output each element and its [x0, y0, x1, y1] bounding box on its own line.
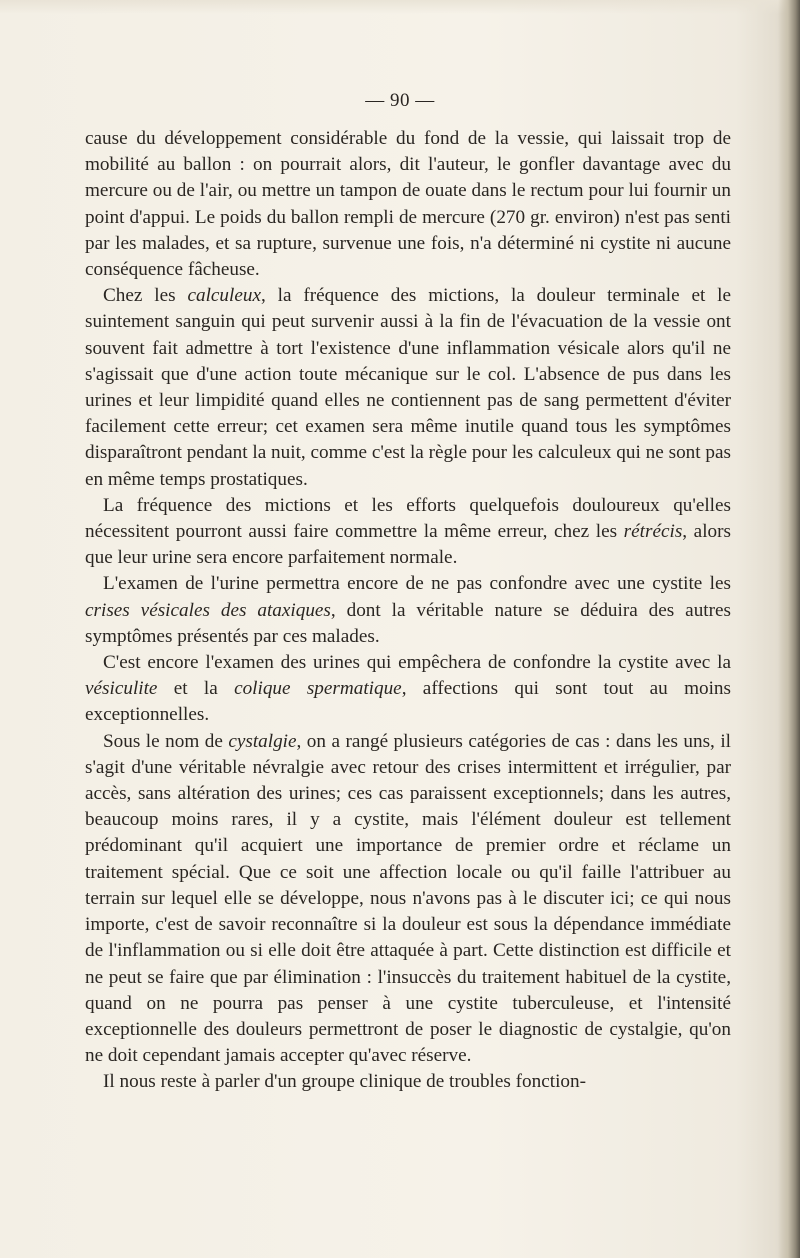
body-text: [85, 126, 731, 1096]
text-run: C'est encore l'examen des urines qui empêchera de confondre la cystite avec la: [103, 652, 731, 674]
italic-term: colique spermatique: [234, 678, 402, 700]
paragraph: [85, 650, 731, 729]
italic-term: crises vésicales des ataxiques: [85, 599, 331, 621]
text-run: Chez les: [103, 285, 188, 307]
italic-term: vésiculite: [85, 678, 158, 700]
text-run: cause du développement considérable du fond de la vessie, qui laissait trop de mobilité au ballon : on pourrait alors, dit l'auteur, le gonfler davantage avec du mercure ou de l'air, ou mettre un tampon de ouate dans le rectum pour lui fournir un point d'appui. Le poids du ballon rempli de mercure (270 gr. environ) n'est pas senti par les malades, et sa rupture, survenue une fois, n'a déterminé ni cystite ni aucune conséquence fâcheuse.: [85, 128, 731, 281]
text-run: et la: [157, 678, 235, 700]
page-binding-edge: [778, 0, 800, 1258]
text-run: Il nous reste à parler d'un groupe clinique de troubles fonction-: [103, 1071, 586, 1093]
text-run: Sous le nom de: [103, 730, 229, 752]
text-run: L'examen de l'urine permettra encore de ne pas confondre avec une cystite les: [103, 573, 731, 595]
text-run: , alors que leur urine sera encore parfaitement normale.: [85, 521, 731, 569]
paragraph: [85, 283, 731, 493]
text-run: , affections qui sont tout au moins exceptionnelles.: [85, 678, 731, 726]
paragraph: [85, 493, 731, 572]
text-run: , la fréquence des mictions, la douleur terminale et le suintement sanguin qui peut survenir aussi à la fin de l'évacuation de la vessie ont souvent fait admettre à tort l'existence d'une inflammation vésicale alors qu'il ne s'agissait que d'une action toute mécanique sur le col. L'absence de pus dans les urines et leur limpidité quand elles ne contiennent pas de sang permettent d'éviter facilement cette erreur; cet examen sera même inutile quand tous les symptômes disparaîtront pendant la nuit, comme c'est la règle pour les calculeux qui ne sont pas en même temps prostatiques.: [85, 285, 731, 490]
italic-term: rétrécis: [623, 521, 683, 543]
paragraph: [85, 729, 731, 1070]
page-number: — 90 —: [365, 90, 435, 111]
text-run: , on a rangé plusieurs catégories de cas : dans les uns, il s'agit d'une véritable névralgie avec retour des crises intermittent et irrégulier, par accès, sans altération des urines; ces cas paraissent exceptionnels; dans les autres, beaucoup moins rares, il y a cystite, mais l'élément douleur est tellement prédominant qu'il acquiert une importance de premier ordre et réclame un traitement spécial. Que ce soit une affection locale ou qu'il faille l'attribuer au terrain sur lequel elle se développe, nous n'avons pas à le discuter ici; ce qui nous importe, c'est de savoir reconnaître si la douleur est sous la dépendance immédiate de l'inflammation ou si elle doit être attaquée à part. Cette distinction est difficile et ne peut se faire que par élimination : l'insuccès du traitement habituel de la cystite, quand on ne pourra pas penser à une cystite tuberculeuse, et l'intensité exceptionnelle des douleurs permettront de poser le diagnostic de cystalgie, qu'on ne doit cependant jamais accepter qu'avec réserve.: [85, 730, 731, 1067]
text-run: La fréquence des mictions et les efforts quelquefois douloureux qu'elles nécessitent pourront aussi faire commettre la même erreur, chez les: [85, 494, 731, 543]
italic-term: calculeux: [187, 285, 261, 307]
paragraph: [85, 126, 731, 283]
page-top-edge: [0, 0, 800, 14]
italic-term: cystalgie: [228, 730, 297, 752]
text-run: , dont la véritable nature se déduira des autres symptômes présentés par ces malades.: [85, 599, 731, 647]
paragraph: [85, 571, 731, 650]
paragraph: [85, 1069, 731, 1095]
